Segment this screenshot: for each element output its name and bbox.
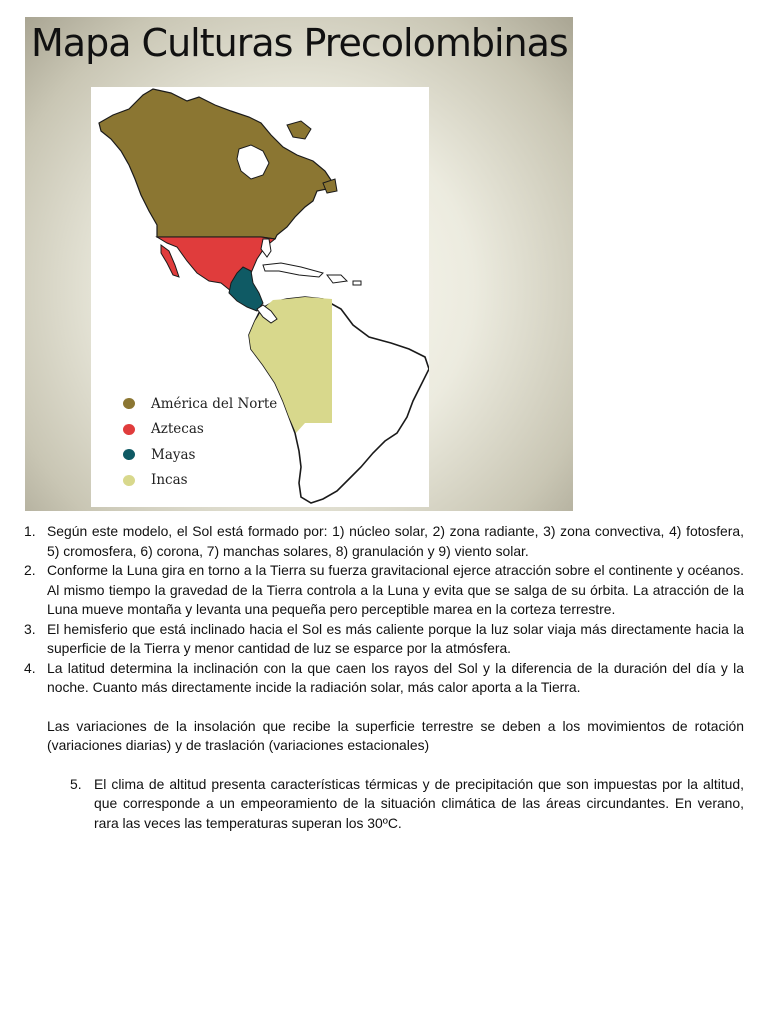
map-legend [123,391,277,493]
list-item [24,659,744,698]
legend-item [123,391,277,417]
document-body [24,522,744,833]
puerto-rico [353,281,361,285]
list-text: Conforme la Luna gira en torno a la Tierra su fuerza gravitacional ejerce atracción sobre el continente y océanos. Al mismo tiempo la gravedad de la Tierra controla a la Luna y evita que se salga de su órbita. La atracción de la Luna mueve montaña y levanta una pequeña pero perceptible marea en la corteza terrestre. [47,562,744,617]
list-item [24,522,744,561]
list-item [24,620,744,659]
list-number: 1. [24,523,36,539]
legend-label: América del Norte [151,395,278,412]
list-number: 2. [24,562,36,578]
slide-title: Mapa Culturas Precolombinas [31,21,568,65]
list-text: Según este modelo, el Sol está formado por: 1) núcleo solar, 2) zona radiante, 3) zona convectiva, 4) fotosfera, 5) cromosfera, 6) corona, 7) manchas solares, 8) granulación y 9) viento solar. [47,523,744,559]
legend-item [123,417,277,443]
insolation-paragraph: Las variaciones de la insolación que recibe la superficie terrestre se deben a los movimientos de rotación (variaciones diarias) y de traslación (variaciones estacionales) [47,717,744,753]
cuba [263,263,323,277]
list-number: 3. [24,620,36,637]
north-america-region [99,89,333,239]
hispaniola [327,275,347,283]
list-item-5 [70,775,744,834]
list-text: El clima de altitud presenta características térmicas y de precipitación que son impuestas por la altitud, que corresponde a un empeoramiento de la situación climática de las áreas circundantes. En verano, rara las veces las temperaturas superan los 30ºC. [94,775,744,831]
baja-california [161,245,179,277]
list-number: 5. [70,775,82,792]
arctic-island [287,121,311,139]
numbered-list [24,522,744,698]
legend-label: Aztecas [151,421,204,438]
legend-swatch-north-america [123,398,135,409]
slide-image [25,17,573,511]
legend-swatch-aztecas [123,424,135,435]
list-text: El hemisferio que está inclinado hacia el Sol es más caliente porque la luz solar viaja más directamente hacia la superficie de la Tierra y menor cantidad de luz se esparce por la atmósfera. [47,620,744,656]
florida [261,239,271,257]
legend-label: Incas [151,472,188,489]
legend-label: Mayas [151,446,196,463]
list-number: 4. [24,659,36,676]
map-panel [91,87,429,507]
legend-swatch-incas [123,475,135,486]
legend-item [123,442,277,468]
legend-swatch-mayas [123,449,135,460]
list-text: La latitud determina la inclinación con la que caen los rayos del Sol y la diferencia de la duración del día y la noche. Cuanto más directamente incide la radiación solar, más calor aporta a la Tierra. [47,659,744,695]
list-item [24,561,744,620]
legend-item [123,468,277,494]
